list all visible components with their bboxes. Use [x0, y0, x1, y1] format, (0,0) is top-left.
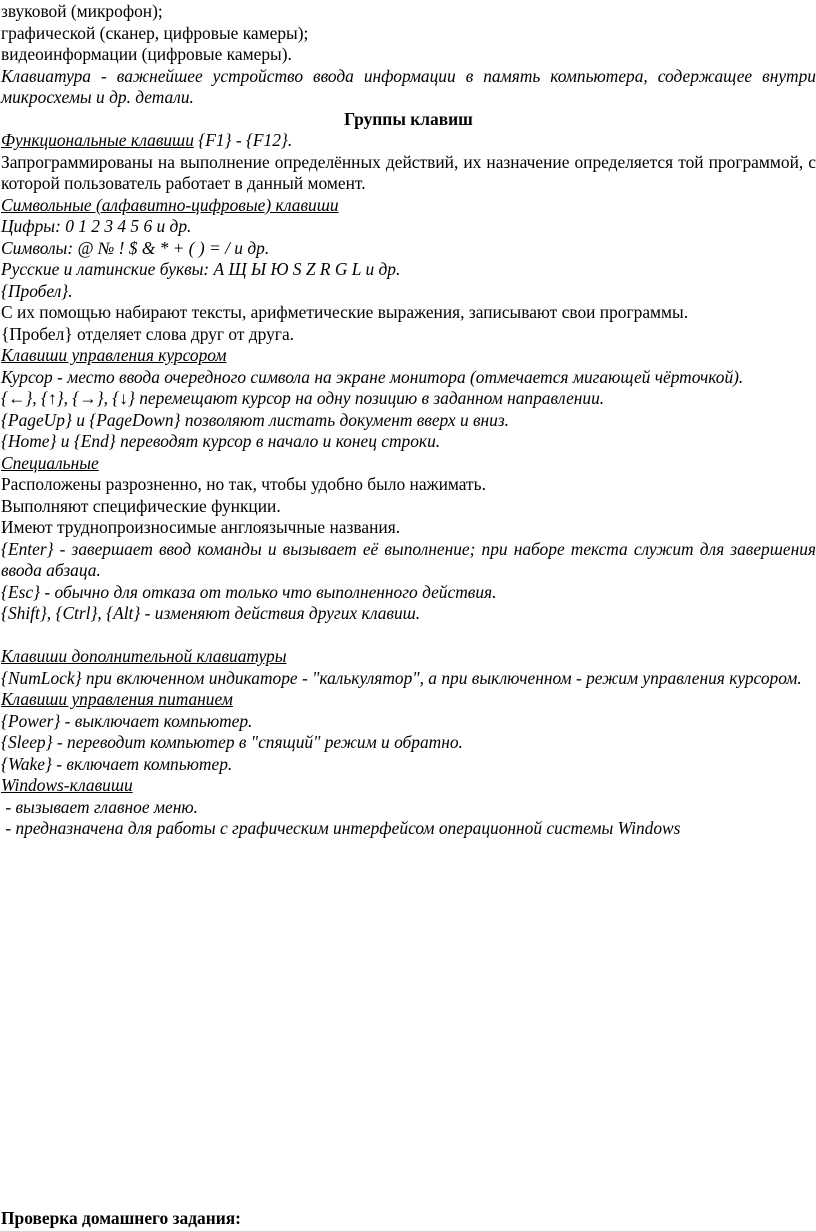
- power-wake: {Wake} - включает компьютер.: [1, 753, 233, 774]
- cursor-keys-title: Клавиши управления курсором: [1, 345, 227, 365]
- symbolic-space: {Пробел}.: [1, 280, 73, 301]
- special-line-3: Имеют труднопроизносимые англоязычные названия.: [1, 517, 401, 537]
- power-sleep: {Sleep} - переводит компьютер в "спящий" режим и обратно.: [1, 732, 463, 752]
- special-modifiers: {Shift}, {Ctrl}, {Alt} - изменяют действия других клавиш.: [1, 603, 421, 623]
- blank-line: [1, 625, 816, 647]
- intro-line-sound: звуковой (микрофон);: [1, 1, 163, 21]
- cursor-paging: {PageUp} и {PageDown} позволяют листать документ вверх и вниз.: [1, 409, 510, 430]
- symbolic-letters: Русские и латинские буквы: А Щ Ы Ю S Z R G L и др.: [1, 259, 401, 279]
- numpad-numlock: {NumLock} при включенном индикаторе - "калькулятор", а при выключенном - режим управления курсором.: [1, 667, 802, 688]
- symbolic-symbols: Символы: @ № ! $ & * + ( ) = / и др.: [1, 237, 270, 258]
- cursor-home-end: {Home} и {End} переводят курсор в начало и конец строки.: [1, 431, 441, 451]
- windows-line-2: - предназначена для работы с графическим интерфейсом операционной системы Windows: [1, 818, 681, 838]
- functional-keys-desc: Запрограммированы на выполнение определённых действий, их назначение определяется той программой, с которой пользователь работает в данный момент.: [1, 151, 816, 193]
- section-heading: Группы клавиш: [344, 108, 473, 129]
- special-keys-title: Специальные: [1, 452, 99, 473]
- functional-keys-title: Функциональные клавиши: [1, 130, 194, 150]
- cursor-definition: Курсор - место ввода очередного символа на экране монитора (отмечается мигающей чёрточкой).: [1, 366, 744, 387]
- symbolic-space-desc: {Пробел} отделяет слова друг от друга.: [1, 323, 295, 344]
- intro-line-video: видеоинформации (цифровые камеры).: [1, 44, 292, 64]
- special-esc: {Esc} - обычно для отказа от только что выполненного действия.: [1, 581, 497, 602]
- homework-check-heading: Проверка домашнего задания:: [1, 1208, 241, 1228]
- functional-keys-line: [1, 130, 816, 152]
- windows-line-1: - вызывает главное меню.: [1, 796, 198, 817]
- power-power: {Power} - выключает компьютер.: [1, 710, 253, 731]
- intro-line-graphic: графической (сканер, цифровые камеры);: [1, 22, 309, 43]
- symbolic-usage: С их помощью набирают тексты, арифметические выражения, записывают свои программы.: [1, 302, 689, 322]
- functional-keys-range: {F1} - {F12}.: [193, 130, 293, 150]
- special-enter: {Enter} - завершает ввод команды и вызывает её выполнение; при наборе текста служит для завершения ввода абзаца.: [1, 538, 816, 580]
- symbolic-keys-title: Символьные (алфавитно-цифровые) клавиши: [1, 194, 339, 215]
- document-body: [0, 1, 816, 840]
- numpad-keys-title: Клавиши дополнительной клавиатуры: [1, 646, 287, 666]
- special-line-1: Расположены разрозненно, но так, чтобы удобно было нажимать.: [1, 474, 486, 494]
- special-line-2: Выполняют специфические функции.: [1, 495, 281, 516]
- cursor-arrows: {←}, {↑}, {→}, {↓} перемещают курсор на одну позицию в заданном направлении.: [1, 388, 605, 408]
- symbolic-digits: Цифры: 0 1 2 3 4 5 6 и др.: [1, 216, 192, 236]
- power-keys-title: Клавиши управления питанием: [1, 689, 233, 709]
- keyboard-definition: Клавиатура - важнейшее устройство ввода информации в память компьютера, содержащее внутри микросхемы и др. детали.: [1, 65, 816, 107]
- windows-keys-title: Windows-клавиши: [1, 775, 133, 795]
